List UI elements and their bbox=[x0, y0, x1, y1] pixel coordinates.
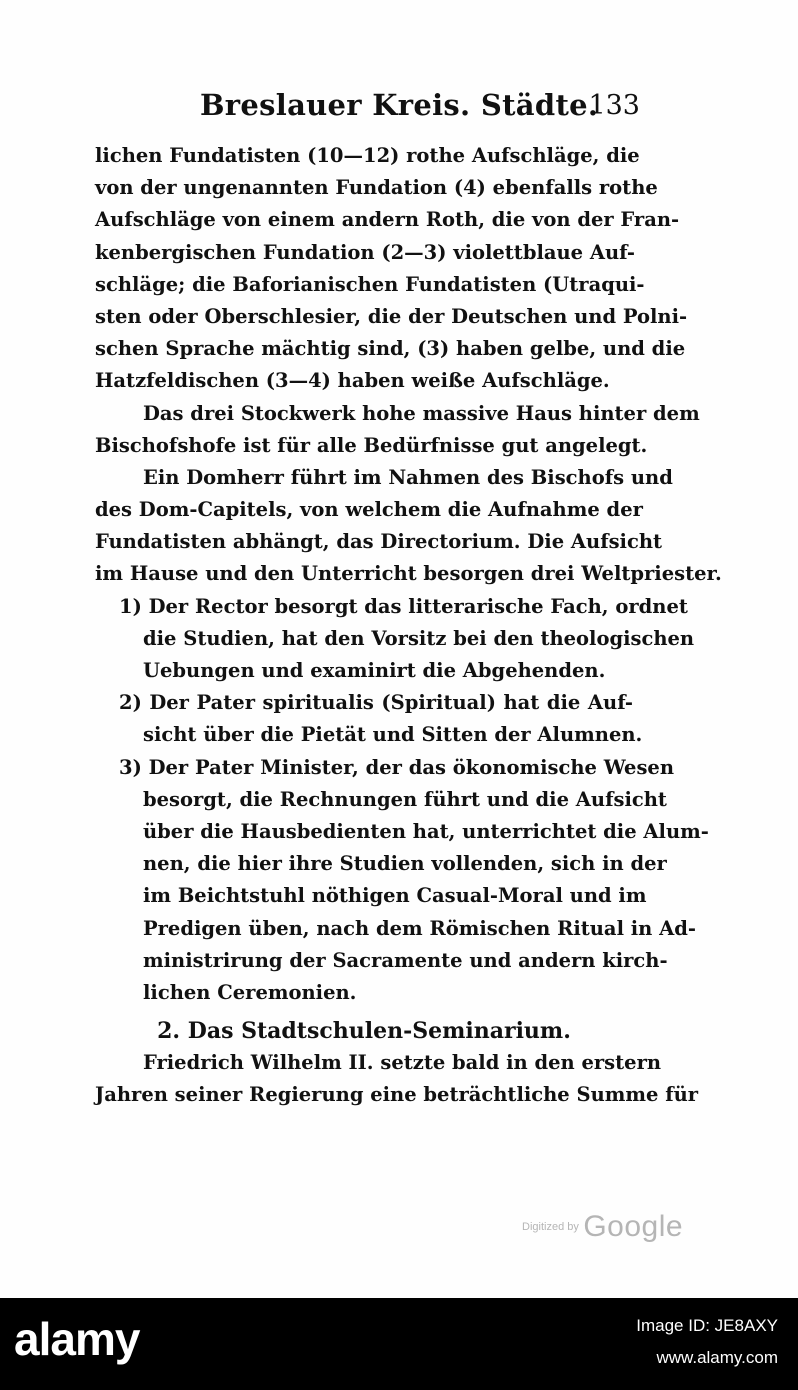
page-body bbox=[95, 140, 722, 1112]
text-line: Jahren seiner Regierung eine beträchtliche Summe für bbox=[95, 1083, 699, 1107]
text-line: Aufschläge von einem andern Roth, die von der Fran- bbox=[95, 208, 680, 232]
text-line: sten oder Oberschlesier, die der Deutschen und Polni- bbox=[95, 304, 688, 328]
site-url: www.alamy.com bbox=[656, 1348, 778, 1367]
text-line: besorgt, die Rechnungen führt und die Aufsicht bbox=[143, 787, 667, 811]
list-item: 2) Der Pater spiritualis (Spiritual) hat die Auf- bbox=[119, 691, 633, 715]
text-line: im Hause und den Unterricht besorgen drei Weltpriester. bbox=[95, 562, 722, 586]
list-item: 3) Der Pater Minister, der das ökonomische Wesen bbox=[119, 755, 675, 779]
text-line: Bischofshofe ist für alle Bedürfnisse gut angelegt. bbox=[95, 433, 648, 457]
text-line: schen Sprache mächtig sind, (3) haben gelbe, und die bbox=[95, 337, 686, 361]
text-line: ministrirung der Sacramente und andern kirch- bbox=[143, 948, 668, 972]
text-line: nen, die hier ihre Studien vollenden, sich in der bbox=[143, 852, 667, 876]
text-line: Uebungen und examinirt die Abgehenden. bbox=[143, 659, 606, 682]
text-line: von der ungenannten Fundation (4) ebenfalls rothe bbox=[95, 176, 658, 200]
text-line: Ein Domherr führt im Nahmen des Bischofs und bbox=[143, 465, 673, 489]
text-line: über die Hausbedienten hat, unterrichtet die Alum- bbox=[143, 819, 709, 843]
header-title: Breslauer Kreis. Städte. bbox=[200, 88, 599, 122]
image-id-label: Image ID: JE8AXY bbox=[636, 1316, 778, 1335]
alamy-logo: alamy bbox=[14, 1313, 140, 1365]
text-line: Friedrich Wilhelm II. setzte bald in den erstern bbox=[143, 1051, 662, 1075]
text-line: die Studien, hat den Vorsitz bei den theologischen bbox=[143, 626, 695, 650]
text-line: schläge; die Baforianischen Fundatisten (Utraqui- bbox=[95, 272, 645, 296]
watermark-prefix: Digitized by bbox=[522, 1221, 579, 1233]
text-line: sicht über die Pietät und Sitten der Alumnen. bbox=[143, 723, 643, 747]
text-line: des Dom-Capitels, von welchem die Aufnahme der bbox=[95, 498, 643, 522]
section-heading: 2. Das Stadtschulen-Seminarium. bbox=[157, 1018, 571, 1045]
google-watermark bbox=[522, 1210, 683, 1244]
text-line: Hatzfeldischen (3—4) haben weiße Aufschläge. bbox=[95, 369, 610, 393]
text-line: kenbergischen Fundation (2—3) violettblaue Auf- bbox=[95, 240, 635, 264]
text-line: Das drei Stockwerk hohe massive Haus hinter dem bbox=[143, 401, 700, 425]
text-line: Fundatisten abhängt, das Directorium. Die Aufsicht bbox=[95, 530, 663, 554]
running-header bbox=[200, 88, 640, 128]
google-logo: Google bbox=[583, 1210, 684, 1243]
text-line: Predigen üben, nach dem Römischen Ritual in Ad- bbox=[143, 916, 696, 940]
stock-footer-bar bbox=[0, 1298, 798, 1390]
text-line: im Beichtstuhl nöthigen Casual-Moral und im bbox=[143, 884, 647, 908]
page-number: 133 bbox=[588, 90, 640, 121]
text-line: lichen Ceremonien. bbox=[143, 980, 357, 1004]
list-item: 1) Der Rector besorgt das litterarische Fach, ordnet bbox=[119, 594, 688, 618]
text-line: lichen Fundatisten (10—12) rothe Aufschläge, die bbox=[95, 144, 640, 167]
